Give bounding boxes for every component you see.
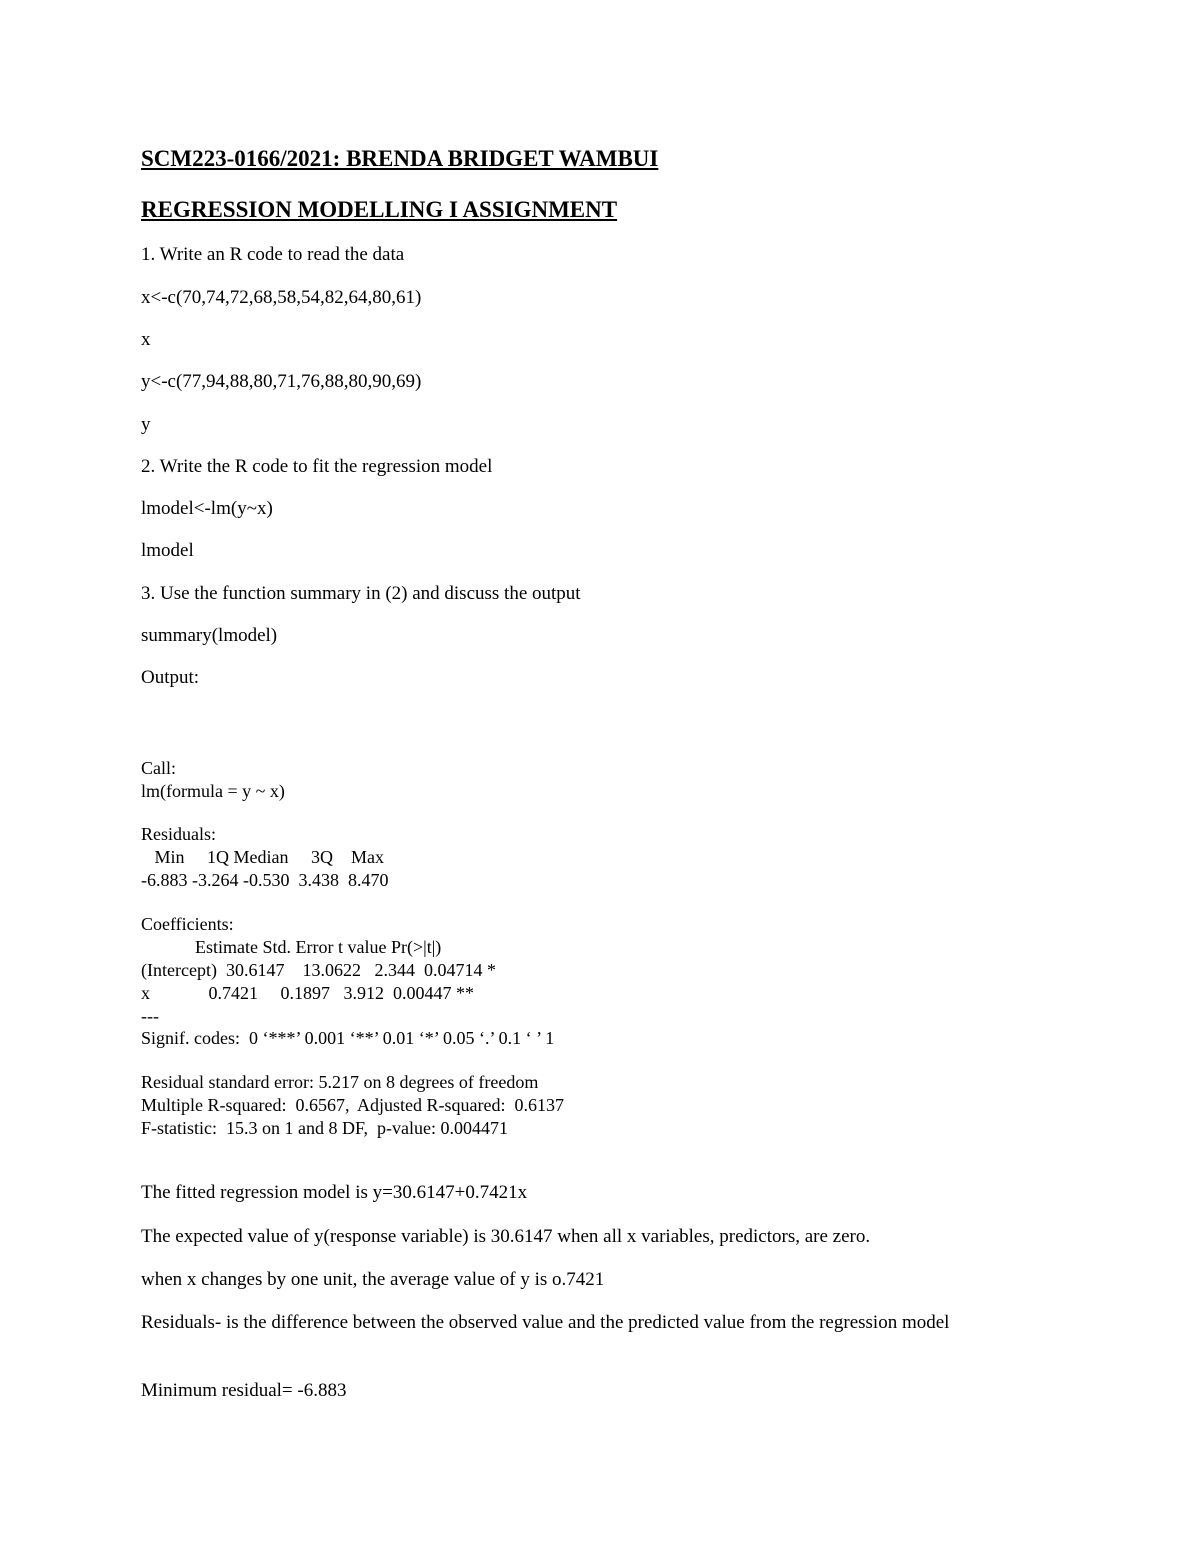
discussion-line: Residuals- is the difference between the observed value and the predicted value from the regression model: [141, 1312, 950, 1333]
discussion-line: The expected value of y(response variable) is 30.6147 when all x variables, predictors, are zero.: [141, 1226, 871, 1247]
coefficient-row-x: x 0.7421 0.1897 3.912 0.00447 **: [141, 983, 474, 1003]
discussion-line: The fitted regression model is y=30.6147+0.7421x: [141, 1182, 528, 1203]
code-line: x: [141, 329, 151, 350]
separator: ---: [141, 1006, 159, 1026]
code-line: summary(lmodel): [141, 625, 278, 646]
output-label: Output:: [141, 667, 200, 688]
residuals-values: -6.883 -3.264 -0.530 3.438 8.470: [141, 870, 393, 890]
coefficient-row-intercept: (Intercept) 30.6147 13.0622 2.344 0.04714 *: [141, 960, 501, 980]
code-line: lmodel<-lm(y~x): [141, 498, 273, 519]
r-squared: Multiple R-squared: 0.6567, Adjusted R-squared: 0.6137: [141, 1095, 569, 1115]
code-line: x<-c(70,74,72,68,58,54,82,64,80,61): [141, 287, 422, 308]
coefficients-header: Estimate Std. Error t value Pr(>|t|): [141, 937, 455, 957]
residuals-header: Min 1Q Median 3Q Max: [141, 847, 389, 867]
residuals-label: Residuals:: [141, 824, 216, 844]
student-line: SCM223-0166/2021: BRENDA BRIDGET WAMBUI: [141, 146, 659, 171]
question-3: 3. Use the function summary in (2) and discuss the output: [141, 583, 581, 604]
assignment-title: REGRESSION MODELLING I ASSIGNMENT: [141, 197, 618, 222]
call-label: Call:: [141, 758, 176, 778]
code-line: lmodel: [141, 540, 194, 561]
coefficients-label: Coefficients:: [141, 914, 234, 934]
question-2: 2. Write the R code to fit the regression model: [141, 456, 493, 477]
f-statistic: F-statistic: 15.3 on 1 and 8 DF, p-value: 0.004471: [141, 1118, 509, 1138]
discussion-line: Minimum residual= -6.883: [141, 1380, 347, 1401]
call-formula: lm(formula = y ~ x): [141, 781, 285, 801]
question-1: 1. Write an R code to read the data: [141, 244, 405, 265]
signif-codes: Signif. codes: 0 ‘***’ 0.001 ‘**’ 0.01 ‘*’ 0.05 ‘.’ 0.1 ‘ ’ 1: [141, 1028, 555, 1048]
code-line: y<-c(77,94,88,80,71,76,88,80,90,69): [141, 371, 422, 392]
code-line: y: [141, 414, 151, 435]
residual-standard-error: Residual standard error: 5.217 on 8 degrees of freedom: [141, 1072, 539, 1092]
discussion-line: when x changes by one unit, the average value of y is o.7421: [141, 1269, 605, 1290]
